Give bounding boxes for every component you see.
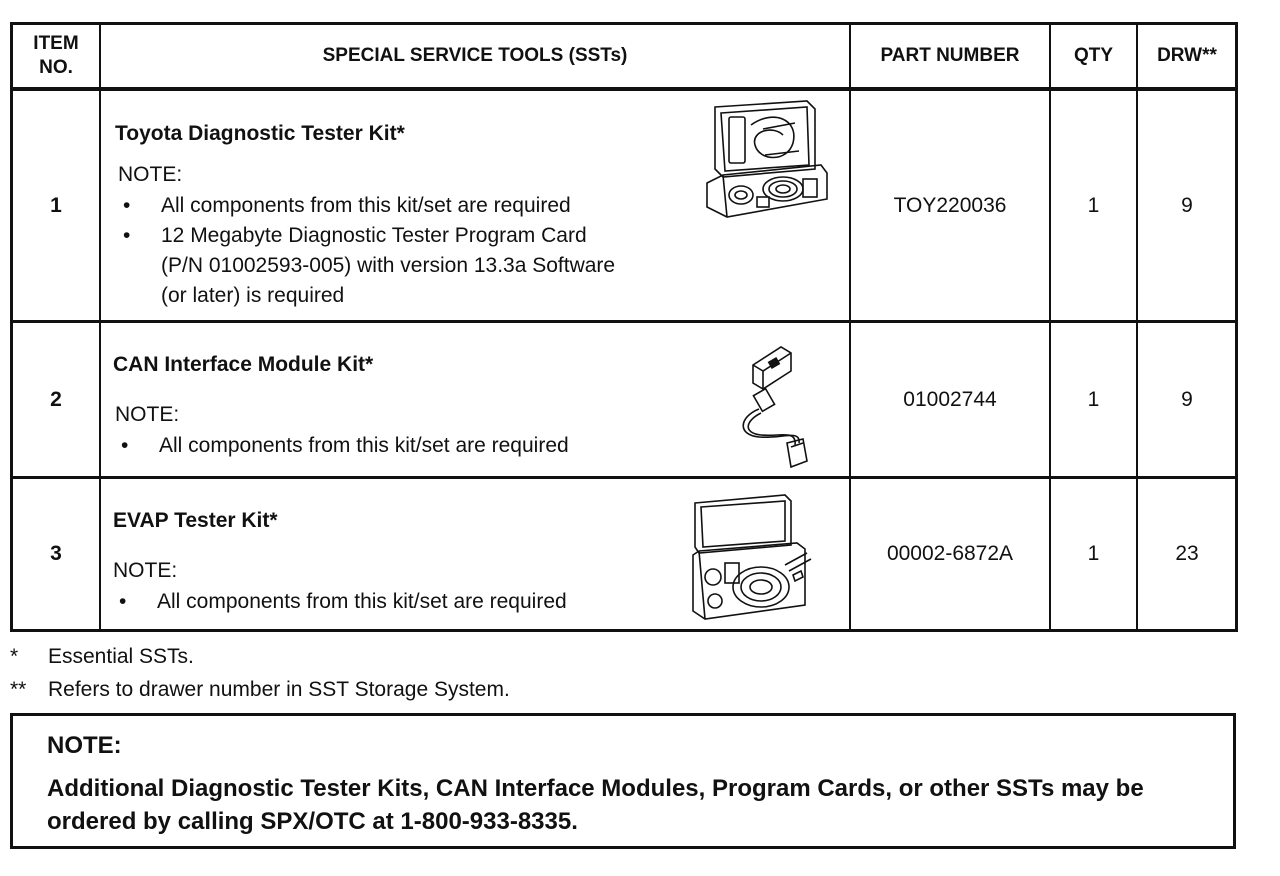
- diagnostic-tester-kit-illustration: [703, 99, 828, 221]
- kit-title: Toyota Diagnostic Tester Kit*: [115, 122, 405, 145]
- part-number: 01002744: [903, 387, 997, 411]
- bullet-glyph: •: [123, 194, 131, 217]
- part-number: TOY220036: [893, 193, 1007, 217]
- footnote-text: Refers to drawer number in SST Storage System.: [48, 678, 510, 701]
- bullet-text: All components from this kit/set are required: [161, 194, 571, 217]
- col-divider: [99, 25, 101, 629]
- footnote-text: Essential SSTs.: [48, 645, 194, 668]
- part-number: 00002-6872A: [886, 542, 1014, 565]
- header-drw: DRW**: [1157, 45, 1217, 66]
- kit-title: CAN Interface Module Kit*: [113, 353, 374, 376]
- header-qty: QTY: [1073, 45, 1114, 66]
- drawer-number: 9: [1181, 193, 1193, 217]
- qty: 1: [1087, 542, 1100, 565]
- footnote-mark: **: [10, 678, 27, 701]
- item-number: 1: [50, 193, 62, 217]
- qty: 1: [1087, 387, 1100, 411]
- note-label: NOTE:: [115, 403, 180, 426]
- can-interface-module-illustration: [729, 343, 809, 471]
- bullet-text: All components from this kit/set are required: [157, 590, 567, 613]
- item-number: 2: [50, 387, 62, 411]
- sst-table: [10, 22, 1238, 632]
- qty: 1: [1087, 193, 1100, 217]
- bullet-glyph: •: [123, 224, 131, 247]
- header-item-no-label: ITEM NO.: [33, 33, 79, 78]
- footnote-mark: *: [10, 645, 19, 668]
- note-heading: NOTE:: [47, 732, 122, 759]
- header-item-no: [13, 25, 99, 87]
- note-label: NOTE:: [113, 559, 178, 582]
- header-part-number: PART NUMBER: [880, 45, 1020, 66]
- drawer-number: 9: [1181, 387, 1193, 411]
- note-label: NOTE:: [118, 163, 183, 186]
- evap-tester-kit-illustration: [689, 493, 814, 621]
- bullet-text: 12 Megabyte Diagnostic Tester Program Card: [161, 224, 587, 247]
- header-tools: SPECIAL SERVICE TOOLS (SSTs): [322, 45, 628, 66]
- note-body: Additional Diagnostic Tester Kits, CAN Interface Modules, Program Cards, or other SSTs may be ordered by calling SPX/OTC at 1-800-933-8335.: [47, 775, 1144, 835]
- bullet-glyph: •: [121, 434, 129, 457]
- drawer-number: 23: [1175, 542, 1199, 565]
- item-number: 3: [50, 542, 62, 565]
- bullet-text: All components from this kit/set are required: [159, 434, 569, 457]
- bullet-glyph: •: [119, 590, 127, 613]
- bottom-note-box: [10, 713, 1236, 849]
- kit-title: EVAP Tester Kit*: [113, 509, 278, 532]
- bullet-continuation: (P/N 01002593-005) with version 13.3a Software: [161, 254, 616, 277]
- bullet-continuation: (or later) is required: [161, 284, 345, 307]
